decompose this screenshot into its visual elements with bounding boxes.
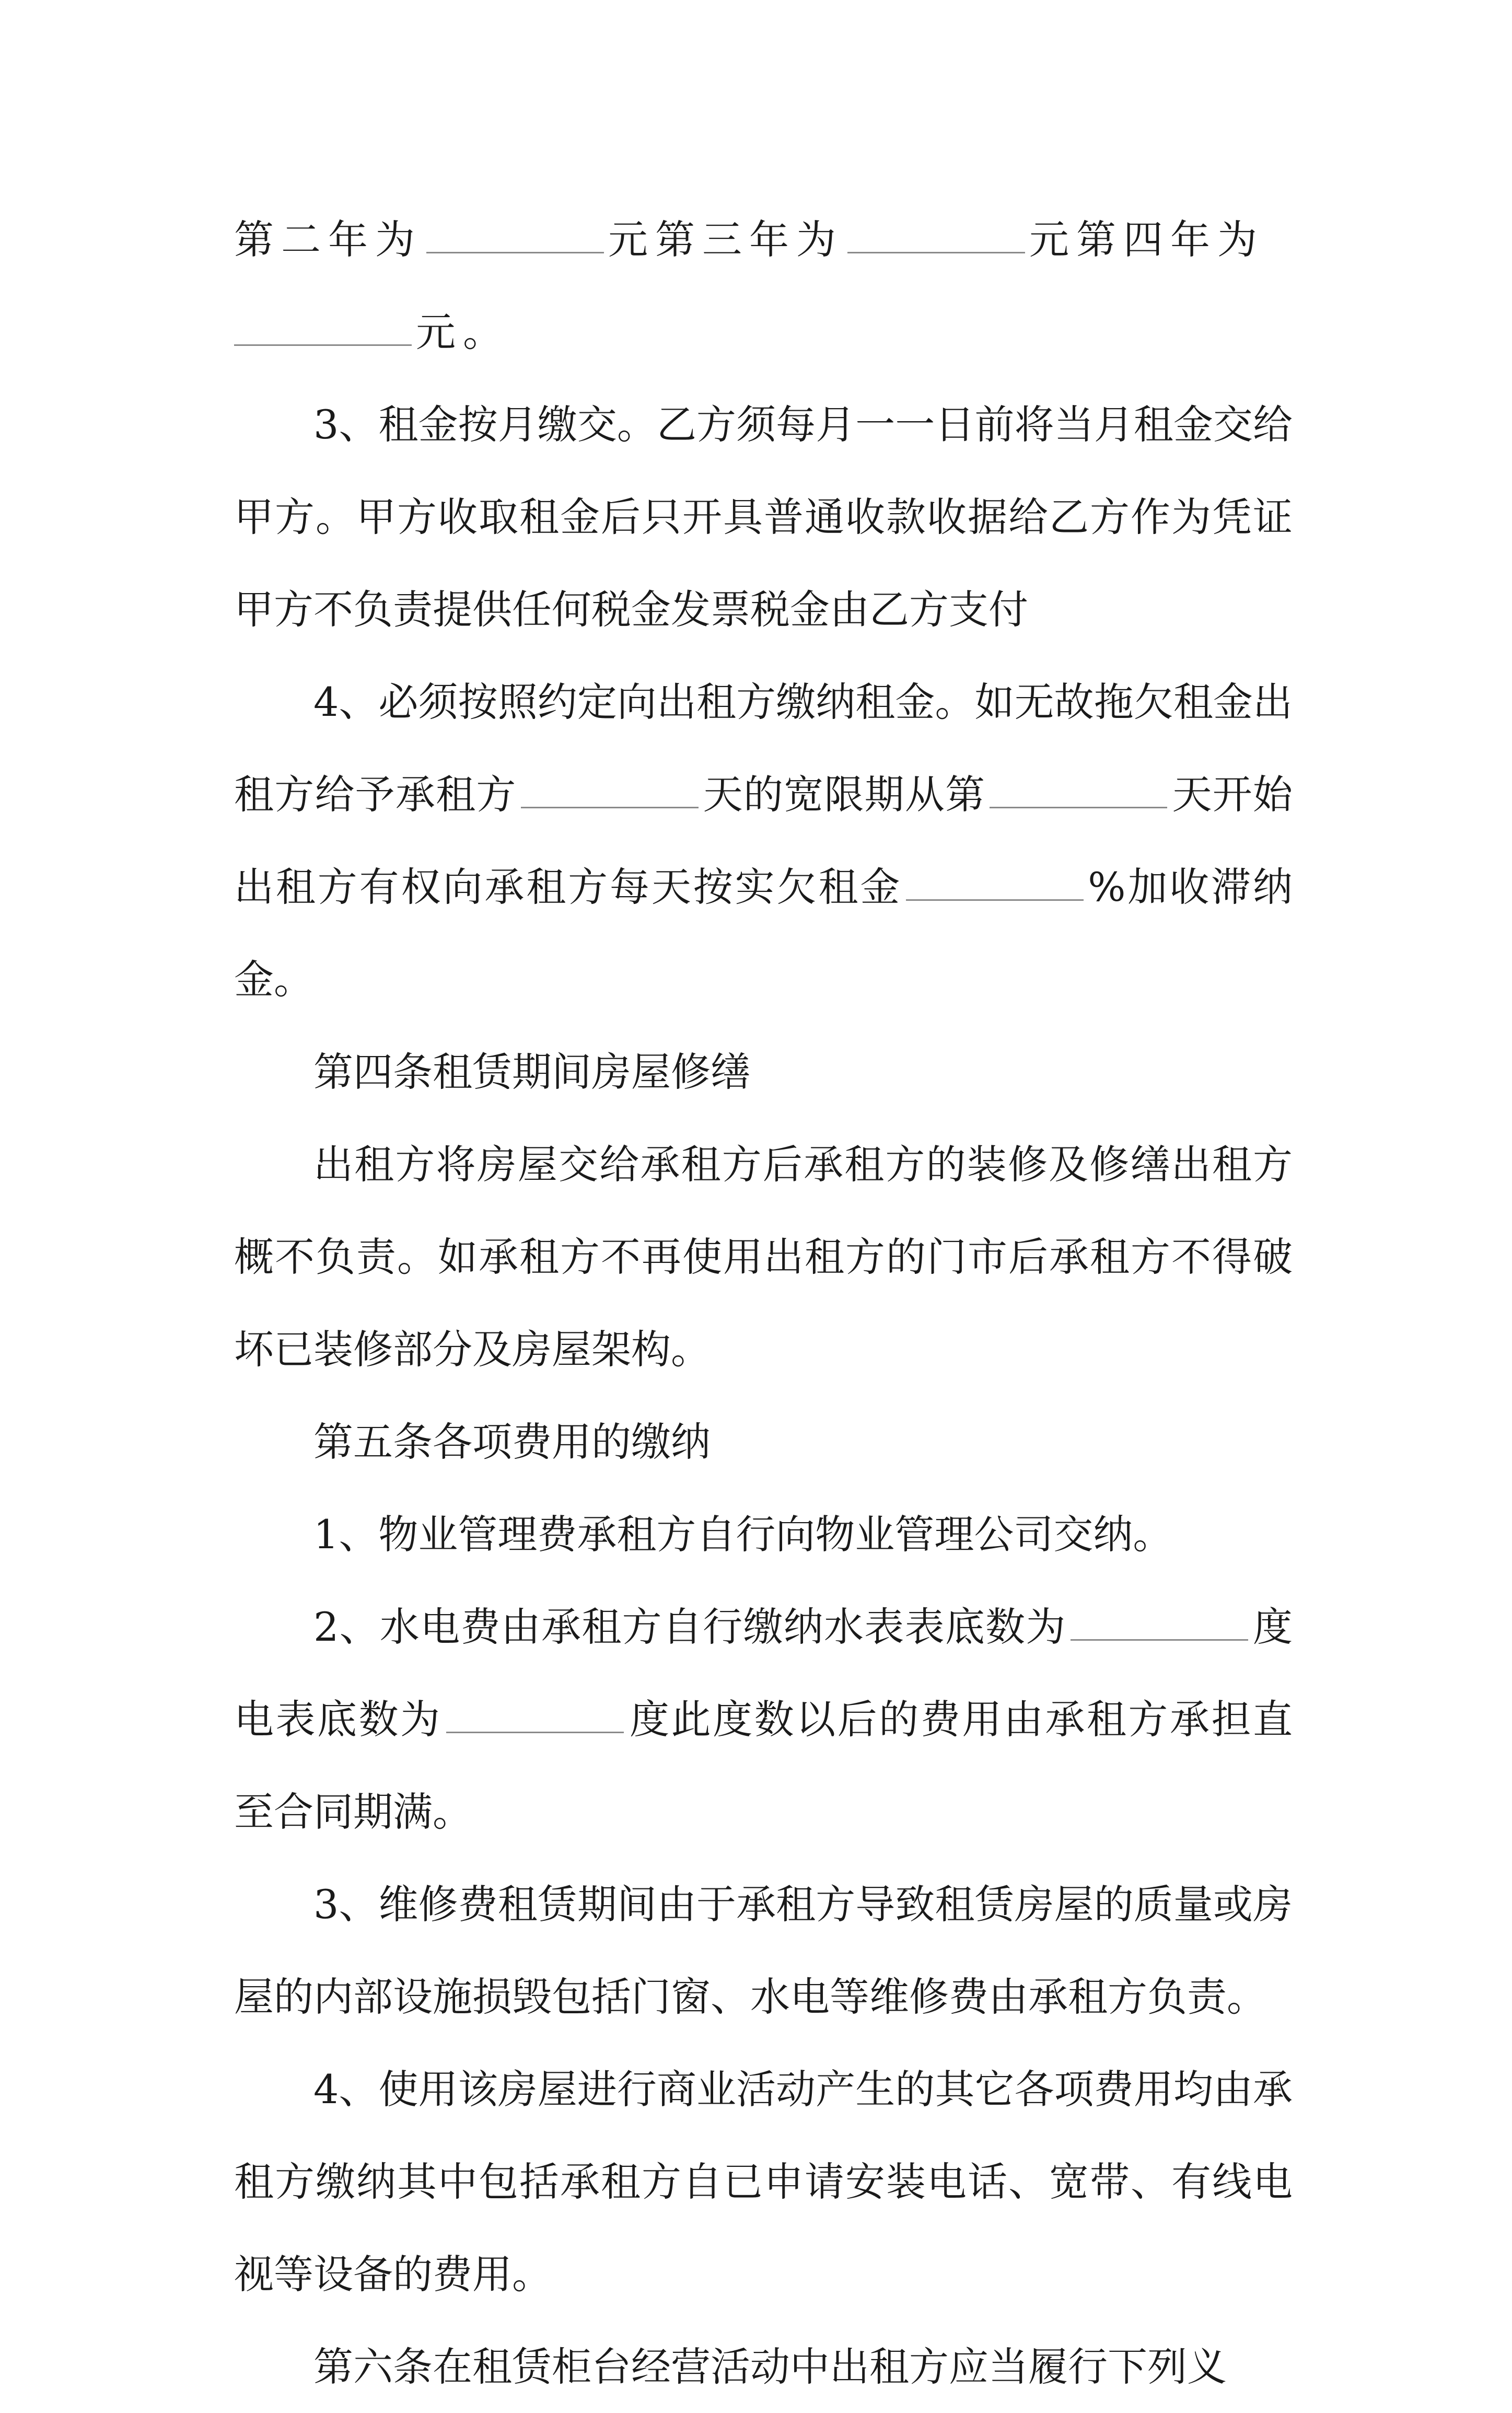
text-segment: 4、必须按照约定向出租方缴纳租金。如无故拖欠租金出租方给予承租方	[234, 679, 1293, 818]
document-body	[234, 193, 1293, 2413]
fill-blank	[446, 1700, 624, 1733]
paragraph-late-payment	[234, 656, 1293, 1026]
text-segment: 元第三年为	[608, 216, 843, 263]
text-segment: 天的宽限期从第	[702, 771, 986, 818]
fill-blank	[906, 868, 1084, 901]
text-segment: 2、水电费由承租方自行缴纳水表表底数为	[313, 1604, 1066, 1650]
fill-blank	[426, 221, 604, 253]
paragraph-other-fees: 4、使用该房屋进行商业活动产生的其它各项费用均由承租方缴纳其中包括承租方自已申请安装电话、宽带、有线电视等设备的费用。	[234, 2066, 1293, 2298]
paragraph-maintenance-fee: 3、维修费租赁期间由于承租方导致租赁房屋的质量或房屋的内部设施损毁包括门窗、水电等维修费由承租方负责。	[234, 1881, 1293, 2020]
section-heading-4: 第四条租赁期间房屋修缮	[313, 1049, 750, 1095]
fill-blank	[521, 775, 699, 808]
paragraph-rent-years	[234, 193, 1293, 378]
text-segment: %加收滞纳金。	[234, 864, 1293, 1003]
fill-blank	[990, 775, 1167, 808]
fill-blank	[1071, 1608, 1248, 1641]
text-segment: 度电表底数为	[234, 1604, 1293, 1743]
section-heading-5: 第五条各项费用的缴纳	[313, 1419, 711, 1465]
text-segment: 天开始出租方有权向承租方每天按实欠租金	[234, 771, 1293, 910]
paragraph-repairs: 出租方将房屋交给承租方后承租方的装修及修缮出租方概不负责。如承租方不再使用出租方的门市后承租方不得破坏已装修部分及房屋架构。	[234, 1141, 1293, 1373]
section-heading-6: 第六条在租赁柜台经营活动中出租方应当履行下列义	[313, 2344, 1227, 2390]
paragraph-utilities	[234, 1581, 1293, 1858]
fill-blank	[847, 221, 1025, 253]
paragraph-property-fee: 1、物业管理费承租方自行向物业管理公司交纳。	[313, 1511, 1173, 1558]
text-segment: 第二年为	[234, 216, 422, 263]
text-segment: 度此度数以后的费用由承租方承担直至合同期满。	[234, 1696, 1293, 1835]
paragraph-monthly-payment: 3、租金按月缴交。乙方须每月一一日前将当月租金交给甲方。甲方收取租金后只开具普通收款收据给乙方作为凭证甲方不负责提供任何税金发票税金由乙方支付	[234, 401, 1293, 633]
text-segment: 元。	[416, 309, 510, 355]
text-segment: 元第四年为	[1029, 216, 1264, 263]
fill-blank	[234, 313, 412, 346]
